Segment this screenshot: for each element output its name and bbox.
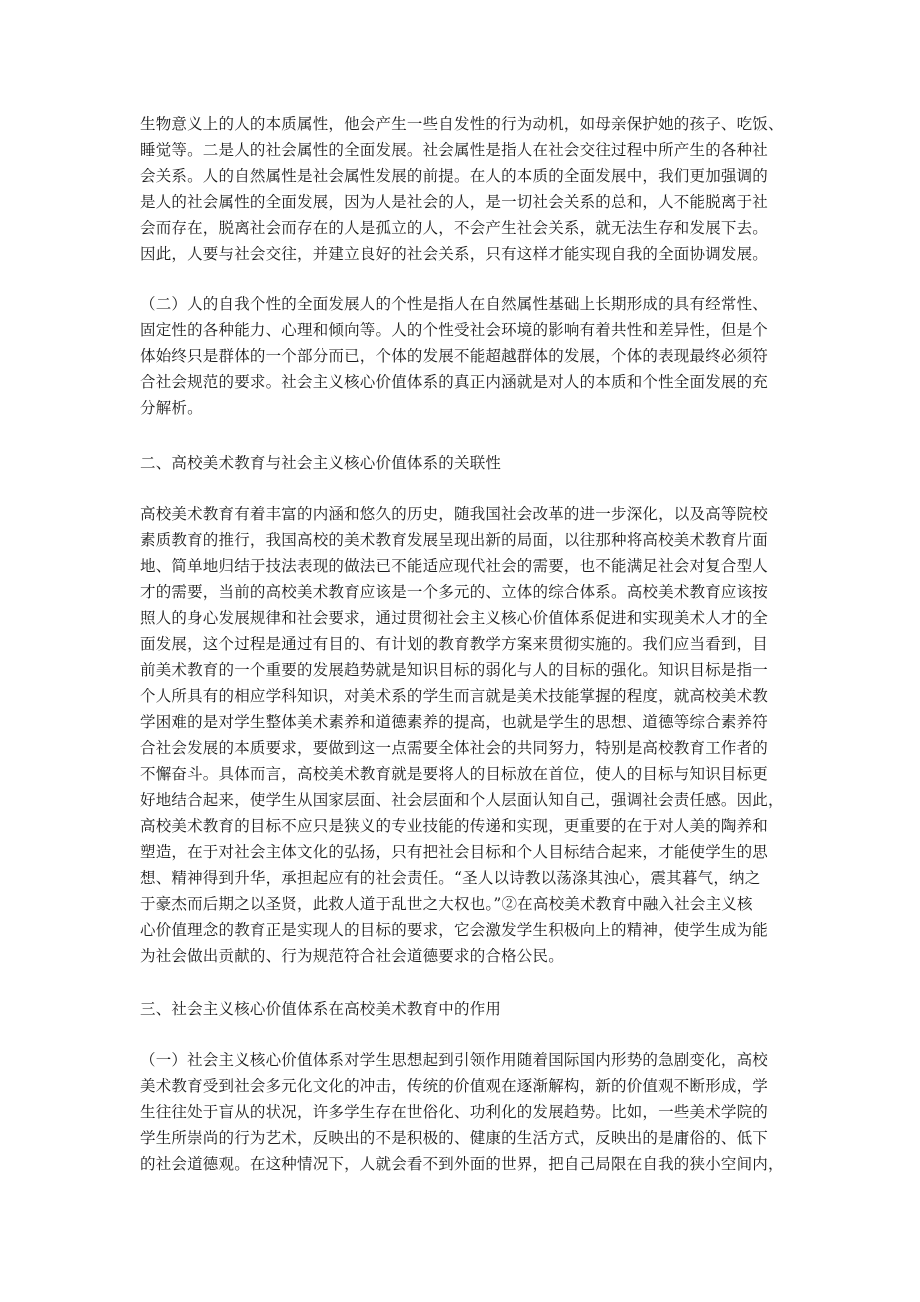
text-line: 生物意义上的人的本质属性，他会产生一些自发性的行为动机，如母亲保护她的孩子、吃饭、	[140, 115, 784, 133]
text-line: 才的需要，当前的高校美术教育应该是一个多元的、立体的综合体系。高校美术教育应该按	[140, 583, 769, 601]
text-line: 会关系。人的自然属性是社会属性发展的前提。在人的本质的全面发展中，我们更加强调的	[140, 167, 769, 185]
text-line: 个人所具有的相应学科知识，对美术系的学生而言就是美术技能掌握的程度，就高校美术教	[140, 687, 769, 705]
text-line: 高校美术教育的目标不应只是狭义的专业技能的传递和实现，更重要的在于对人美的陶养和	[140, 817, 769, 835]
text-line: 美术教育受到社会多元化文化的冲击，传统的价值观在逐渐解构，新的价值观不断形成，学	[140, 1077, 769, 1095]
section-heading-text: 二、高校美术教育与社会主义核心价值体系的关联性	[140, 454, 502, 472]
text-line: 高校美术教育有着丰富的内涵和悠久的历史，随我国社会改革的进一步深化，以及高等院校	[140, 505, 769, 523]
text-line: 学困难的是对学生整体美术素养和道德素养的提高，也就是学生的思想、道德等综合素养符	[140, 713, 769, 731]
text-line: 学生所崇尚的行为艺术，反映出的不是积极的、健康的生活方式，反映出的是庸俗的、低下	[140, 1129, 769, 1147]
text-line: 的社会道德观。在这种情况下，人就会看不到外面的世界，把自己局限在自我的狭小空间内，	[140, 1155, 784, 1173]
text-line: 睡觉等。二是人的社会属性的全面发展。社会属性是指人在社会交往过程中所产生的各种社	[140, 141, 769, 159]
paragraph-guiding-role	[140, 1047, 800, 1177]
text-line: 面发展，这个过程是通过有目的、有计划的教育教学方案来贯彻实施的。我们应当看到，目	[140, 635, 769, 653]
text-line: 想、精神得到升华，承担起应有的社会责任。“圣人以诗教以荡涤其浊心，震其暮气，纳之	[140, 869, 761, 887]
section-heading-3	[140, 996, 800, 1022]
text-line: 前美术教育的一个重要的发展趋势就是知识目标的弱化与人的目标的强化。知识目标是指一	[140, 661, 769, 679]
text-line: 合社会规范的要求。社会主义核心价值体系的真正内涵就是对人的本质和个性全面发展的充	[140, 373, 769, 391]
text-line: 生往往处于盲从的状况，许多学生存在世俗化、功利化的发展趋势。比如，一些美术学院的	[140, 1103, 769, 1121]
section-heading-text: 三、社会主义核心价值体系在高校美术教育中的作用	[140, 1000, 502, 1018]
text-line: 是人的社会属性的全面发展，因为人是社会的人，是一切社会关系的总和，人不能脱离于社	[140, 193, 769, 211]
text-line: 地、简单地归结于技法表现的做法已不能适应现代社会的需要，也不能满足社会对复合型人	[140, 557, 769, 575]
text-line: 会而存在，脱离社会而存在的人是孤立的人，不会产生社会关系，就无法生存和发展下去。	[140, 219, 769, 237]
text-line: 心价值理念的教育正是实现人的目标的要求，它会激发学生积极向上的精神，使学生成为能	[140, 921, 769, 939]
text-line: 分解析。	[140, 399, 203, 417]
paragraph-art-education	[140, 501, 800, 969]
section-heading-2	[140, 450, 800, 476]
text-line: 好地结合起来，使学生从国家层面、社会层面和个人层面认知自己，强调社会责任感。因此，	[140, 791, 784, 809]
text-line: 于豪杰而后期之以圣贤，此救人道于乱世之大权也。”②在高校美术教育中融入社会主义核	[140, 895, 753, 913]
paragraph-personality	[140, 291, 800, 421]
text-line: 照人的身心发展规律和社会要求，通过贯彻社会主义核心价值体系促进和实现美术人才的全	[140, 609, 769, 627]
text-line: 为社会做出贡献的、行为规范符合社会道德要求的合格公民。	[140, 947, 564, 965]
text-line: 不懈奋斗。具体而言，高校美术教育就是要将人的目标放在首位，使人的目标与知识目标更	[140, 765, 769, 783]
text-line: 合社会发展的本质要求，要做到这一点需要全体社会的共同努力，特别是高校教育工作者的	[140, 739, 769, 757]
text-line: 体始终只是群体的一个部分而已，个体的发展不能超越群体的发展，个体的表现最终必须符	[140, 347, 769, 365]
text-line: （二）人的自我个性的全面发展人的个性是指人在自然属性基础上长期形成的具有经常性、	[140, 295, 769, 313]
text-line: 塑造，在于对社会主体文化的弘扬，只有把社会目标和个人目标结合起来，才能使学生的思	[140, 843, 769, 861]
text-line: 因此，人要与社会交往，并建立良好的社会关系，只有这样才能实现自我的全面协调发展。	[140, 245, 769, 263]
text-line: （一）社会主义核心价值体系对学生思想起到引领作用随着国际国内形势的急剧变化，高校	[140, 1051, 769, 1069]
text-line: 固定性的各种能力、心理和倾向等。人的个性受社会环境的影响有着共性和差异性，但是个	[140, 321, 769, 339]
paragraph-human-nature	[140, 111, 800, 267]
text-line: 素质教育的推行，我国高校的美术教育发展呈现出新的局面，以往那种将高校美术教育片面	[140, 531, 769, 549]
